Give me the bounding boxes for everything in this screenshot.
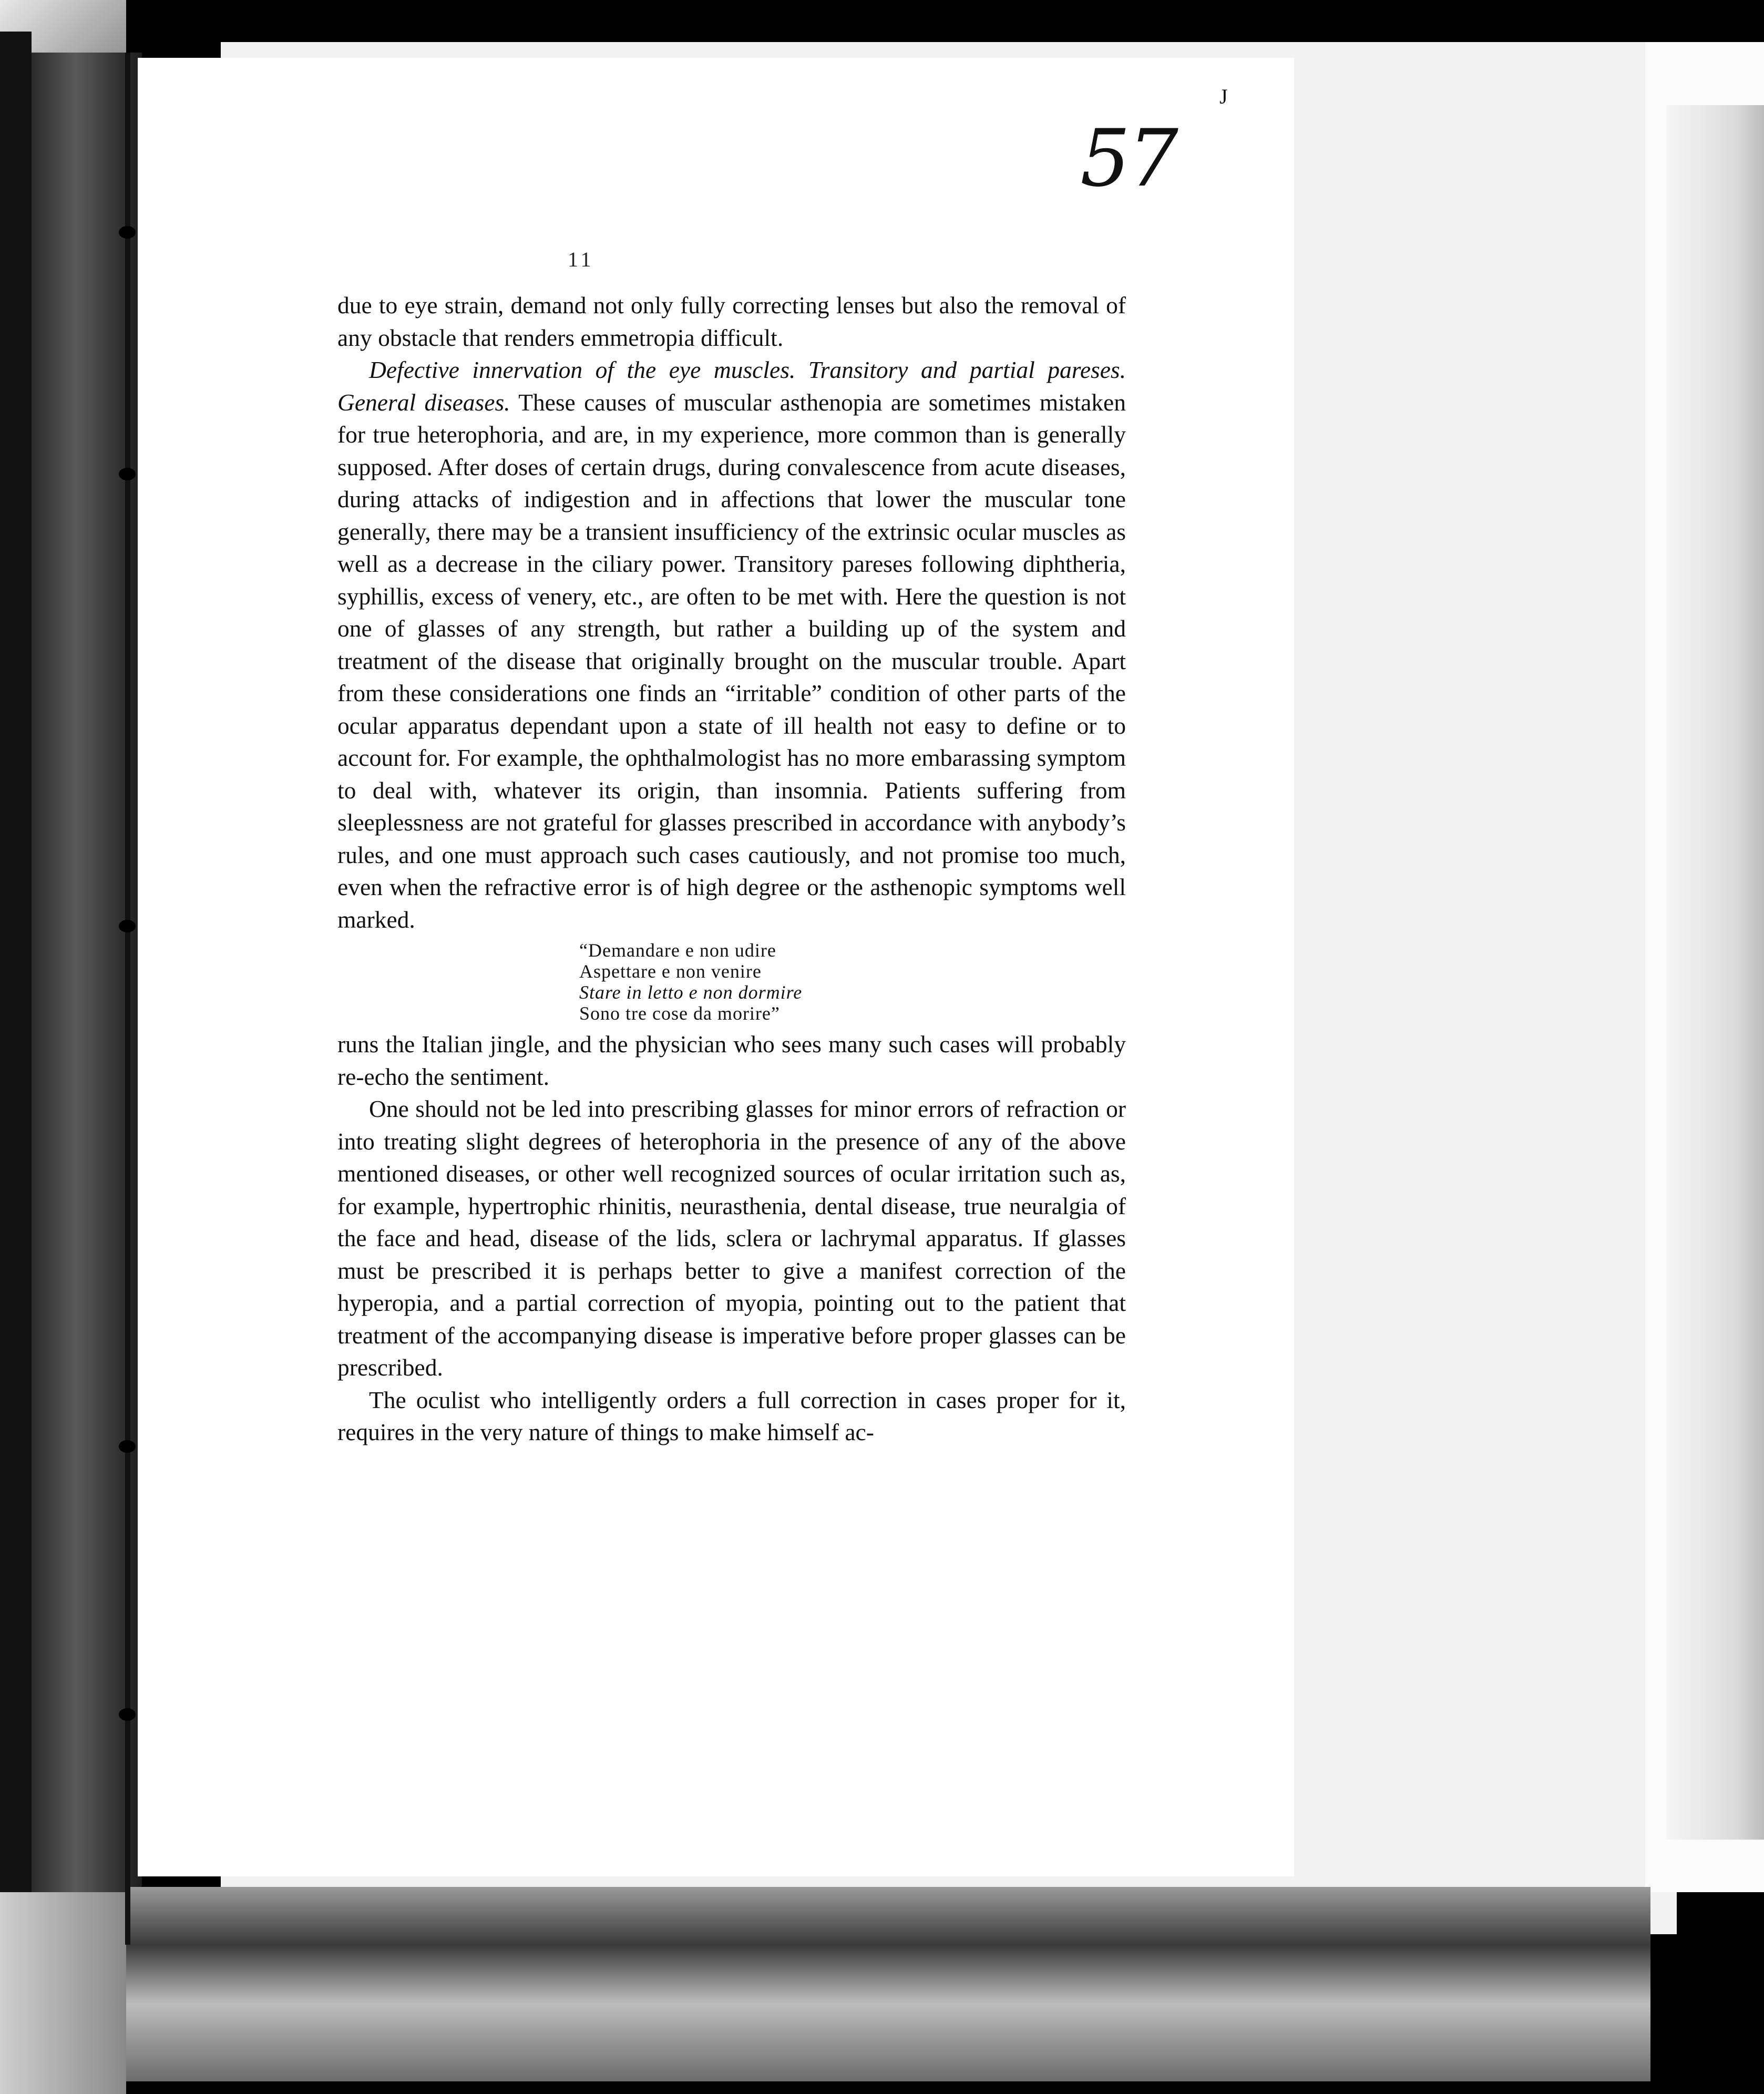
handwritten-folio-number: 57 (1080, 113, 1176, 204)
after-verse-paragraph: runs the Italian jingle, and the physician who sees many such cases will probably re-echo the sentiment. (337, 1031, 1126, 1090)
scan-bottom-left (0, 1892, 126, 2094)
continuation-paragraph: due to eye strain, demand not only fully correcting lenses but also the removal of any obstacle that renders emmetropia difficult. (337, 292, 1126, 351)
binding-stitch (119, 226, 136, 239)
paragraph-prescribing: One should not be led into prescribing glasses for minor errors of refraction or into treating slight degrees of heterophoria in the presence of any of the above mentioned diseases, or other well recognized sources of ocular irritation such as, for example, hypertrophic rhinitis, neurasthenia, dental disease, true neuralgia of the face and head, disease of the lids, sclera or lachrymal apparatus. If glasses must be prescribed it is perhaps better to give a manifest correction of the hyperopia, and a partial correction of myopia, pointing out to the patient that treatment of the accompanying disease is imperative before proper glasses can be prescribed. (337, 1095, 1126, 1381)
paragraph-oculist: The oculist who intelligently orders a full correction in cases proper for it, requires in the very nature of things to make himself ac- (337, 1386, 1126, 1445)
italian-verse (579, 940, 1126, 1024)
binding-line (125, 53, 130, 1945)
section-heading: Defective innervation of the eye muscles. Transitory and partial pareses. General diseases. (337, 356, 1126, 416)
binding-stitch (119, 1708, 136, 1721)
body-text (337, 289, 1126, 1449)
verse-line: Sono tre cose da morire” (579, 1003, 780, 1024)
scan-left-edge (0, 32, 32, 2094)
binding-stitch (119, 1440, 136, 1453)
bottom-edge-shadow (126, 1887, 1650, 2081)
binding-stitch (119, 468, 136, 480)
verse-line: “Demandare e non udire (579, 940, 776, 961)
binding-stitch (119, 920, 136, 932)
verse-line: Aspettare e non venire (579, 961, 762, 982)
corner-mark: J (1219, 85, 1228, 108)
paragraph-body: These causes of muscular asthenopia are sometimes mistaken for true heterophoria, and are, in my experience, more common than is generally supposed. After doses of certain drugs, during convalescence from acute diseases, during attacks of indigestion and in affections that lower the muscular tone generally, there may be a transient insufficiency of the extrinsic ocular muscles as well as a decrease in the ciliary power. Transitory pareses following diphtheria, syphillis, excess of venery, etc., are often to be met with. Here the question is not one of glasses of any strength, but rather a building up of the system and treatment of the disease that originally brought on the muscular trouble. Apart from these considerations one finds an “irritable” condition of other parts of the ocular apparatus dependant upon a state of ill health not easy to define or to account for. For example, the ophthalmologist has no more embarassing symptom to deal with, whatever its origin, than insomnia. Patients suffering from sleeplessness are not grateful for glasses prescribed in accordance with anybody’s rules, and one must approach such cases cautiously, and not promise too much, even when the refractive error is of high degree or the asthenopic symptoms well marked. (337, 388, 1126, 933)
paragraph-defective-innervation (337, 354, 1126, 936)
verse-line: Stare in letto e non dormire (579, 982, 803, 1003)
page-number: 11 (568, 248, 594, 271)
right-edge-shadow (1666, 105, 1764, 1840)
